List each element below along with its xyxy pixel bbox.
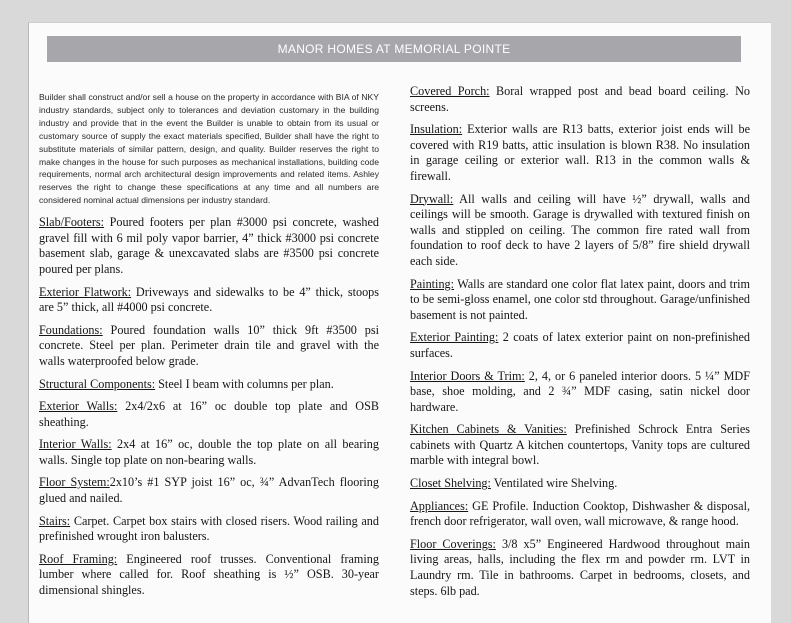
- spec-covered-porch: [410, 84, 750, 115]
- spec-heading: Covered Porch:: [410, 84, 490, 98]
- spec-closet-shelving: [410, 476, 750, 492]
- spec-text: 2x10’s #1 SYP joist 16” oc, ¾” AdvanTech flooring glued and nailed.: [39, 475, 379, 506]
- spec-heading: Kitchen Cabinets & Vanities:: [410, 422, 567, 437]
- spec-text: Prefinished Schrock Entra Series cabinets with Quartz A kitchen countertops, Vanity tops are cultured marble with integral bowl.: [410, 422, 750, 468]
- spec-text: Poured footers per plan #3000 psi concrete, washed gravel fill with 6 mil poly vapor barrier, 4” thick #3000 psi concrete basement slab, garage & unexcavated slabs are #3500 psi concrete poured per plans.: [39, 215, 379, 276]
- spec-text: 3/8 x5” Engineered Hardwood throughout main living areas, halls, including the flex rm and powder rm. LVT in Laundry rm. Tile in bathrooms. Carpet in bedrooms, closets, and steps. 6lb pad.: [410, 536, 750, 598]
- spec-text: Carpet. Carpet box stairs with closed risers. Wood railing and prefinished wrought iron balusters.: [39, 513, 379, 544]
- left-column: [39, 91, 379, 606]
- spec-heading: Insulation:: [410, 122, 463, 137]
- page-title: MANOR HOMES AT MEMORIAL POINTE: [47, 36, 741, 62]
- spec-text: Engineered roof trusses. Conventional framing lumber where called for. Roof sheathing is ½” OSB. 30-year dimensional shingles.: [39, 551, 379, 598]
- spec-exterior-painting: [410, 330, 750, 361]
- spec-foundations: [39, 323, 379, 370]
- spec-appliances: [410, 499, 750, 530]
- spec-stairs: [39, 514, 379, 545]
- spec-heading: Interior Walls:: [39, 437, 112, 452]
- spec-heading: Exterior Painting:: [410, 330, 499, 345]
- spec-text: 2x4/2x6 at 16” oc double top plate and OSB sheathing.: [39, 399, 379, 429]
- spec-heading: Stairs:: [39, 513, 71, 528]
- spec-text: Ventilated wire Shelving.: [490, 476, 618, 491]
- spec-heading: Painting:: [410, 276, 455, 291]
- spec-heading: Structural Components:: [39, 376, 156, 391]
- spec-text: All walls and ceiling will have ½” drywall, walls and ceilings will be smooth. Garage is drywalled with textured finish on walls and stippled on ceiling. The common fire rated wall from foundation to roof deck to have 2 layers of 5/8” fire shield drywall each side.: [410, 191, 750, 268]
- spec-kitchen-cabinets-vanities: [410, 422, 750, 469]
- spec-exterior-flatwork: [39, 285, 379, 316]
- spec-structural-components: [39, 377, 379, 393]
- spec-drywall: [410, 192, 750, 270]
- spec-interior-walls: [39, 437, 379, 468]
- right-column: [410, 84, 750, 606]
- spec-heading: Interior Doors & Trim:: [410, 368, 525, 383]
- spec-text: GE Profile. Induction Cooktop, Dishwasher & disposal, french door refrigerator, wall oven, wall microwave, & range hood.: [410, 498, 750, 529]
- intro-paragraph: Builder shall construct and/or sell a house on the property in accordance with BIA of NKY industry standards, subject only to tolerances and deviation customary in the building industry and provide that in the event the Builder is unable to obtain from its usual or customary source of supply the exact materials specified, Builder shall have the right to substitute materials of similar pattern, design, and quality. Builder reserves the right to make changes in the house for such purposes as mechanical installations, building code requirements, normal arch architectural design improvements and related items. Ashley reserves the right to change these specifications at any time and all numbers are considered nominal actual dimensions per industry standard.: [39, 92, 379, 206]
- left-spec-list: [39, 215, 379, 598]
- spec-text: Poured foundation walls 10” thick 9ft #3500 psi concrete. Steel per plan. Perimeter drain tile and gravel with the walls waterproofed below grade.: [39, 322, 379, 368]
- spec-text: Boral wrapped post and bead board ceiling. No screens.: [410, 84, 750, 114]
- spec-insulation: [410, 122, 750, 184]
- right-spec-list: [410, 84, 750, 599]
- spec-heading: Exterior Walls:: [39, 399, 118, 414]
- spec-heading: Closet Shelving:: [410, 476, 491, 491]
- spec-heading: Slab/Footers:: [39, 215, 105, 230]
- spec-text: Walls are standard one color flat latex paint, doors and trim to be semi-gloss enamel, one color std throughout. Garage/unfinished basement is not painted.: [410, 276, 750, 322]
- spec-text: 2 coats of latex exterior paint on non-prefinished surfaces.: [410, 330, 750, 360]
- spec-heading: Roof Framing:: [39, 551, 118, 566]
- spec-painting: [410, 277, 750, 324]
- spec-heading: Floor System:: [39, 475, 110, 490]
- spec-text: 2x4 at 16” oc, double the top plate on all bearing walls. Single top plate on non-bearing walls.: [39, 437, 379, 467]
- spec-roof-framing: [39, 552, 379, 599]
- spec-heading: Appliances:: [410, 498, 469, 513]
- spec-text: Exterior walls are R13 batts, exterior joist ends will be covered with R19 batts, attic insulation is blown R38. No insulation in garage ceiling or exterior wall. R13 in the common walls & firewall.: [410, 122, 750, 183]
- spec-interior-doors-trim: [410, 369, 750, 416]
- spec-text: Driveways and sidewalks to be 4” thick, stoops are 5” thick, all #4000 psi concrete.: [39, 284, 380, 315]
- spec-heading: Drywall:: [410, 191, 454, 206]
- spec-heading: Exterior Flatwork:: [39, 284, 132, 299]
- spec-floor-system: [39, 475, 379, 506]
- spec-text: 2, 4, or 6 paneled interior doors. 5 ¼” MDF base, shoe molding, and 2 ¾” MDF casing, satin nickel door hardware.: [410, 368, 750, 414]
- spec-heading: Floor Coverings:: [410, 536, 496, 551]
- spec-floor-coverings: [410, 537, 750, 599]
- spec-exterior-walls: [39, 399, 379, 430]
- spec-text: Steel I beam with columns per plan.: [155, 376, 334, 391]
- spec-slab-footers: [39, 215, 379, 277]
- spec-heading: Foundations:: [39, 322, 103, 337]
- spec-sheet-page: [28, 22, 771, 623]
